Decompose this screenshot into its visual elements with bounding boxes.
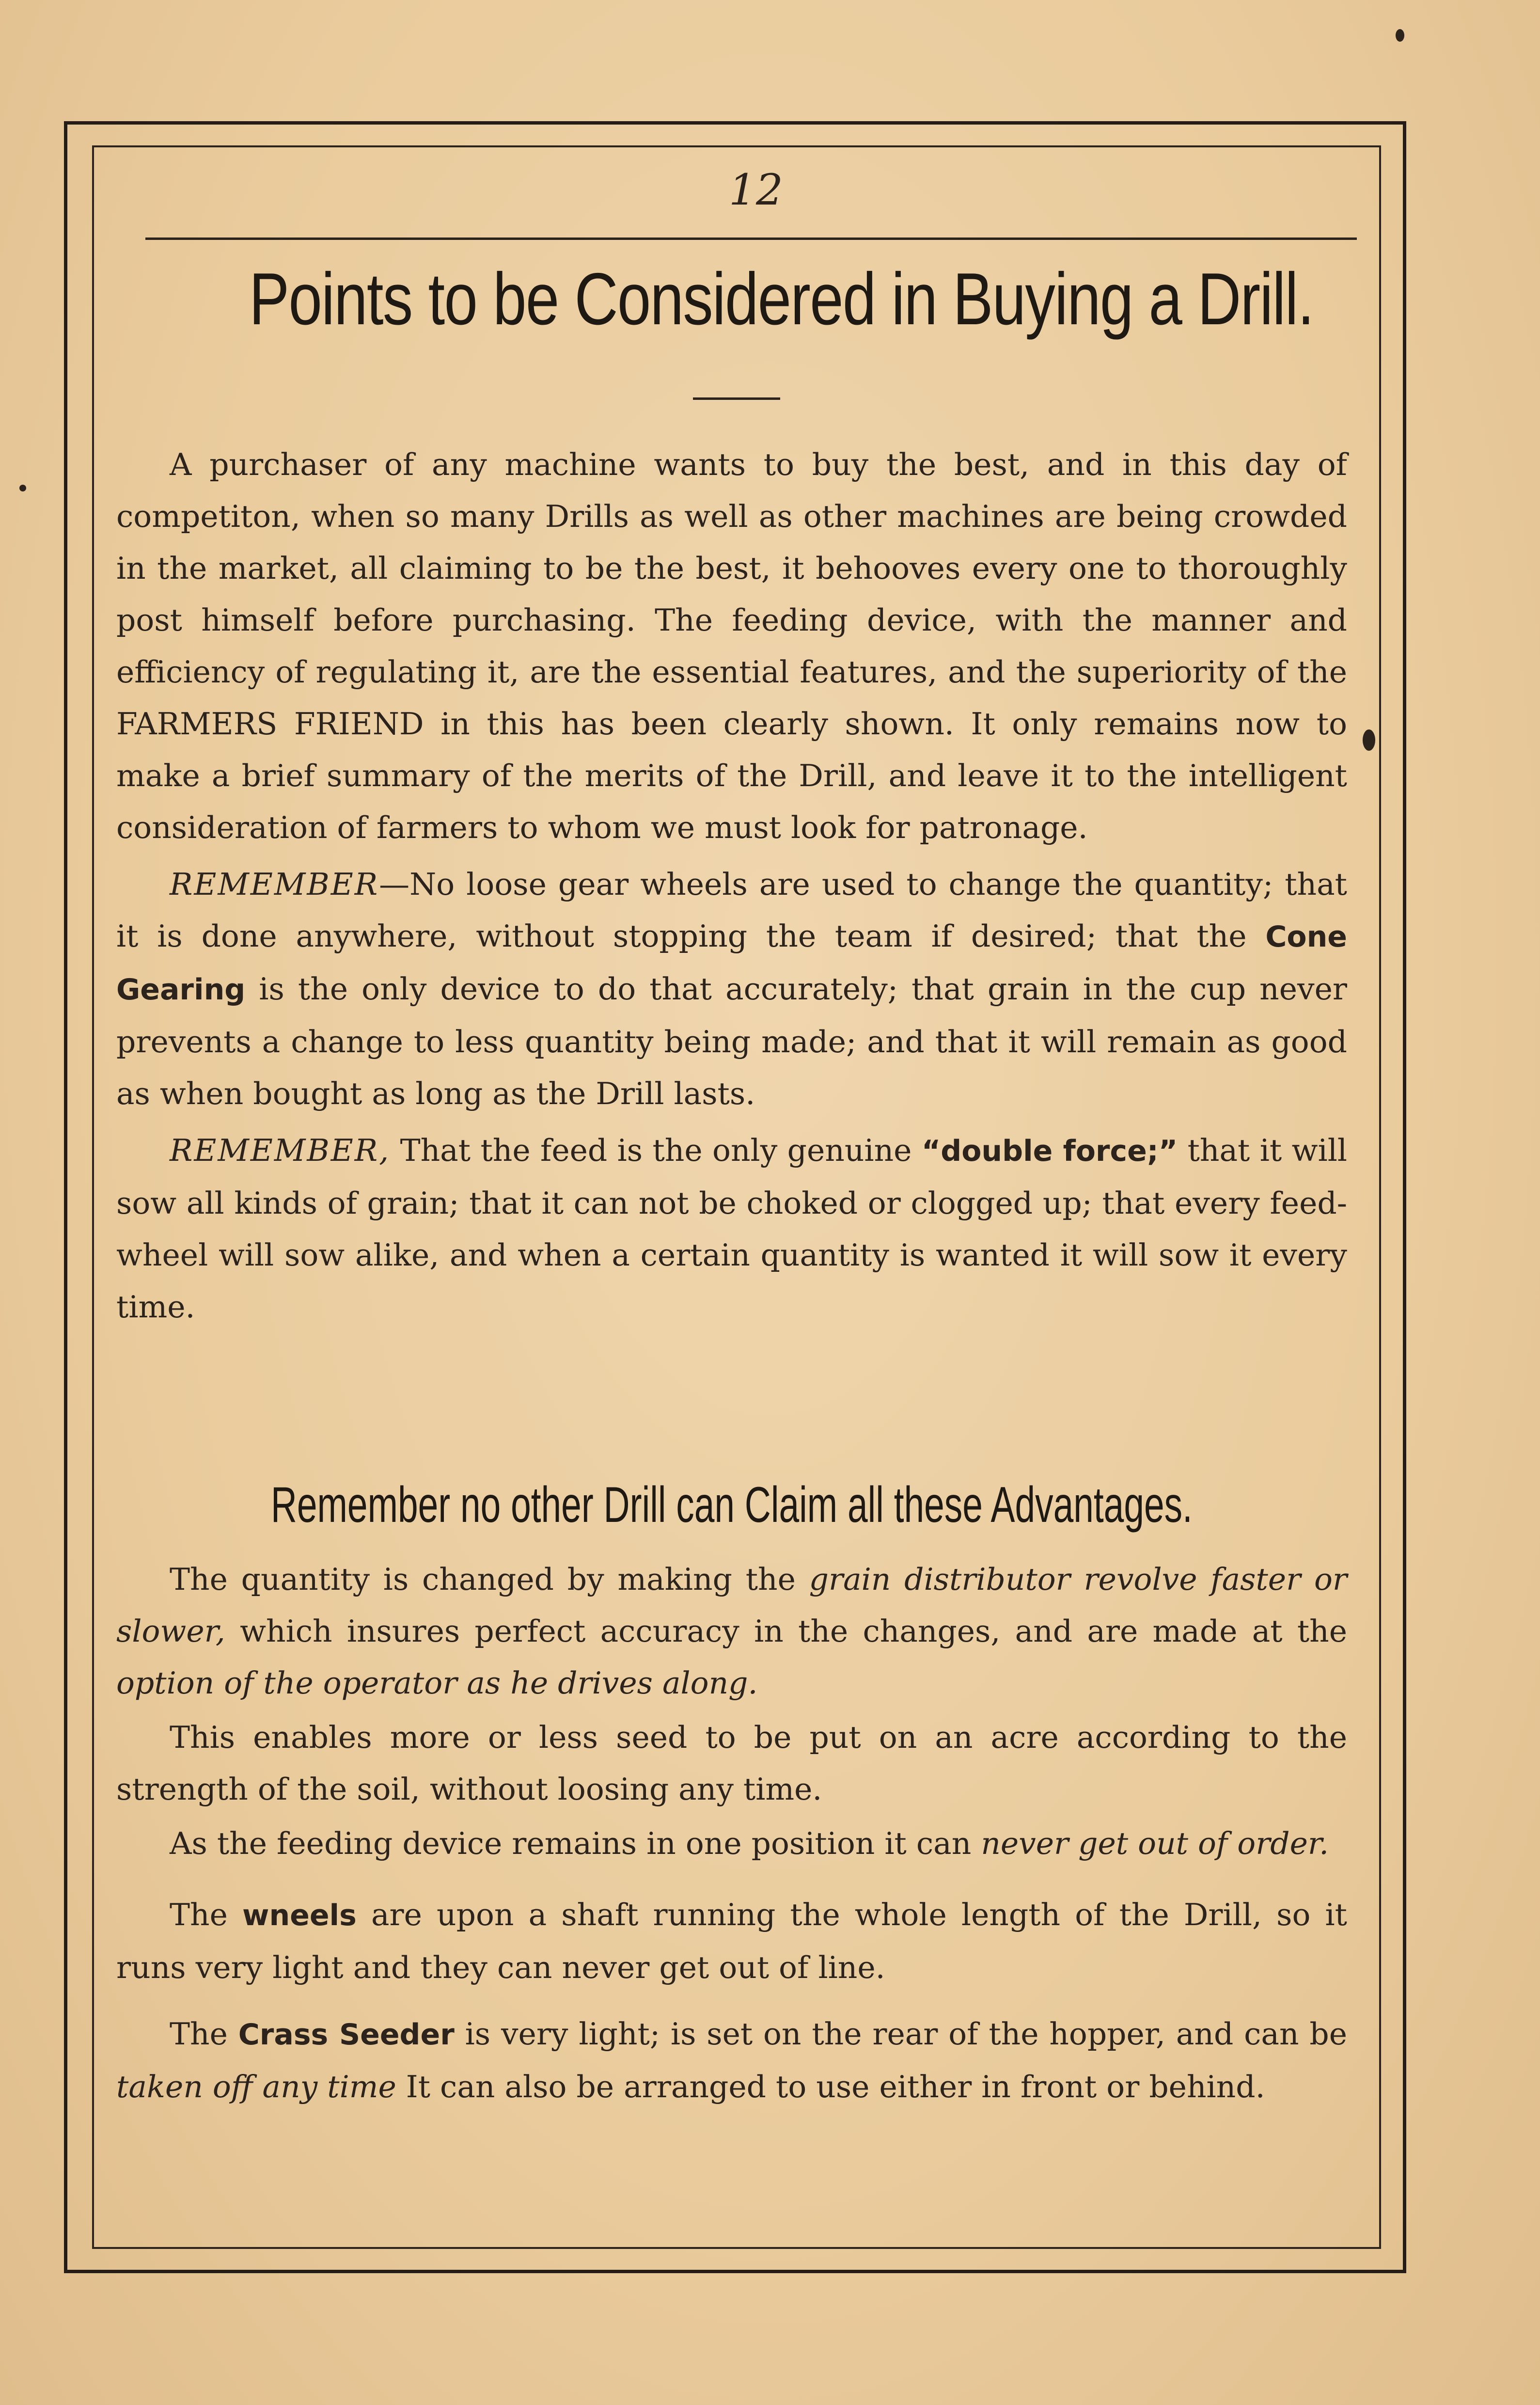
advantages-section <box>116 1553 1347 2113</box>
paper-speck <box>1396 29 1404 42</box>
remember1-text-b: is the only device to do that accurately; that grain in the cup never prevents a change to less quantity being made; and that it will remain as good as when bought as long as the Drill lasts. <box>116 971 1347 1111</box>
adv4-text-b: are upon a shaft running the whole length of the Drill, so it runs very light and they can never get out of line. <box>116 1897 1347 1985</box>
grass-seeder-term: Crass Seeder <box>238 2018 455 2052</box>
adv3-text: As the feeding device remains in one position it can <box>170 1826 981 1861</box>
adv1-text-b: which insures perfect accuracy in the changes, and are made at the <box>225 1614 1347 1649</box>
adv3-italic: never get out of order. <box>981 1826 1329 1861</box>
title-divider <box>693 397 780 400</box>
remember1-text-a: —No loose gear wheels are used to change the quantity; that it is done anywhere, without stopping the team if desired; that the <box>116 867 1347 954</box>
page-title: Points to be Considered in Buying a Drill. <box>249 258 1314 340</box>
advantages-banner <box>145 1469 1318 1541</box>
remember-lead: REMEMBER, <box>170 1133 391 1168</box>
adv5-text-c: It can also be arranged to use either in front or behind. <box>396 2069 1265 2104</box>
page-number: 12 <box>729 165 783 215</box>
adv1-text-a: The quantity is changed by making the <box>170 1562 809 1597</box>
adv1-italic-b: option of the operator as he drives along. <box>116 1665 758 1701</box>
adv5-text-a: The <box>170 2016 238 2052</box>
header-rule <box>145 237 1357 240</box>
remember2-text-a: That the feed is the only genuine <box>390 1133 922 1168</box>
intro-section <box>116 439 1347 1333</box>
remember-paragraph-2 <box>116 1124 1347 1333</box>
adv5-italic: taken off any time <box>116 2069 396 2104</box>
remember2-text-b: that it will sow all kinds of grain; that it can not be choked or clogged up; that every feed-wheel will sow alike, and when a certain quantity is wanted it will sow it every time. <box>116 1133 1347 1325</box>
wheels-term: wneels <box>242 1899 357 1932</box>
banner-text: Remember no other Drill can Claim all these Advantages. <box>270 1476 1193 1533</box>
double-force-term: “double force;” <box>921 1134 1178 1168</box>
paper-speck <box>1363 729 1375 751</box>
advantage-quantity <box>116 1553 1347 1709</box>
intro-paragraph: A purchaser of any machine wants to buy the best, and in this day of competiton, when so many Drills as well as other machines are being crowded in the market, all claiming to be the best, it behooves every one to thoroughly post himself before purchasing. The feeding device, with the manner and efficiency of regulating it, are the essential features, and the superiority of the FARMERS FRIEND in this has been clearly shown. It only remains now to make a brief summary of the merits of the Drill, and leave it to the intelligent consideration of farmers to whom we must look for patronage. <box>116 447 1347 845</box>
advantage-seed: This enables more or less seed to be put on an acre according to the strength of the soil, without loosing any time. <box>116 1720 1347 1807</box>
paper-speck <box>19 485 26 491</box>
remember-paragraph-1 <box>116 858 1347 1120</box>
adv1-italic-a: grain distributor revolve faster or slower, <box>116 1562 1347 1649</box>
advantage-wheels <box>116 1889 1347 1994</box>
adv4-text-a: The <box>170 1897 243 1932</box>
advantage-grass-seeder <box>116 2008 1347 2113</box>
remember-lead: REMEMBER <box>170 867 379 902</box>
adv5-text-b: is very light; is set on the rear of the hopper, and can be <box>454 2016 1347 2052</box>
advantage-feeding <box>116 1818 1347 1869</box>
cone-gearing-term: Cone Gearing <box>116 920 1347 1007</box>
